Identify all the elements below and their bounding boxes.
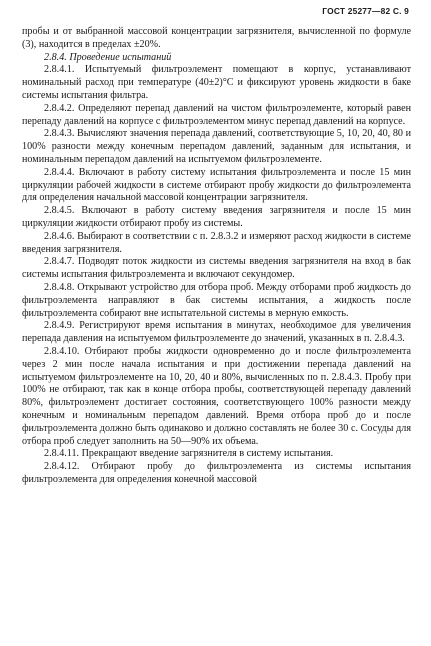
paragraph-2-8-4-4: 2.8.4.4. Включают в работу систему испытания фильтроэлемента и после 15 мин циркуляции рабочей жидкости в системе отбирают пробу жидкости до фильтроэлемента для определения начальной массовой концентрации загрязнителя. <box>22 166 411 204</box>
paragraph-2-8-4-7: 2.8.4.7. Подводят поток жидкости из системы введения загрязнителя на вход в бак системы испытания фильтроэлемента и включают секундомер. <box>22 256 411 281</box>
section-title: 2.8.4. Проведение испытаний <box>44 51 172 63</box>
paragraph-2-8-4-11: 2.8.4.11. Прекращают введение загрязнителя в систему испытания. <box>44 448 334 460</box>
paragraph-2-8-4-3: 2.8.4.3. Вычисляют значения перепада давлений, соответствующие 5, 10, 20, 40, 80 и 100% разности между конечным перепадом давлений, заданным для испытания, и номинальным перепадом давлений на испытуемом фильтроэлементе. <box>22 128 411 165</box>
paragraph-2-8-4-9: 2.8.4.9. Регистрируют время испытания в минутах, необходимое для увеличения перепада давления на испытуемом фильтроэлементе до значений, указанных в п. 2.8.4.3. <box>22 320 411 345</box>
document-body <box>22 26 411 487</box>
paragraph-2-8-4-8: 2.8.4.8. Открывают устройство для отбора проб. Между отборами проб жидкость до фильтроэлемента направляют в бак системы испытания, а жидкость после фильтроэлемента собирают вне испытательной системы в мерную емкость. <box>22 281 411 319</box>
standard-reference: ГОСТ 25277—82 С. 9 <box>322 6 409 16</box>
paragraph-continuation: пробы и от выбранной массовой концентрации загрязнителя, вычисленной по формуле (3), находится в пределах ±20%. <box>22 26 411 50</box>
paragraph-2-8-4-12: 2.8.4.12. Отбирают пробу до фильтроэлемента из системы испытания фильтроэлемента для определения конечной массовой <box>22 461 411 485</box>
paragraph-2-8-4-6: 2.8.4.6. Выбирают в соответствии с п. 2.8.3.2 и измеряют расход жидкости в системе введения загрязнителя. <box>22 230 411 255</box>
paragraph-2-8-4-10: 2.8.4.10. Отбирают пробы жидкости одновременно до и после фильтроэлемента через 2 мин после начала испытания и при достижении перепада давлений на испытуемом фильтроэлементе на 10, 20, 40 и 80%, вычисленных по п. 2.8.4.3. Пробу при 100% не отбирают, так как в конце отбора пробы, соответствующей перепаду давлений 80%, фильтроэлемент достигает состояния, соответствующего 100% разности между конечным и номинальным перепадом давлений. Время отбора проб до и после фильтроэлемента должно быть одинаково и должно составлять не более 30 с. Сосуды для отбора проб следует заполнить на 50—90% их объема. <box>22 345 411 447</box>
paragraph-2-8-4-5: 2.8.4.5. Включают в работу систему введения загрязнителя и после 15 мин циркуляции жидкости отбирают пробу из системы. <box>22 205 411 229</box>
paragraph-2-8-4-1: 2.8.4.1. Испытуемый фильтроэлемент помещают в корпус, устанавливают номинальный расход при температуре (40±2)°С и фиксируют уровень жидкости в баке системы испытания фильтра. <box>22 64 411 101</box>
paragraph-2-8-4-2: 2.8.4.2. Определяют перепад давлений на чистом фильтроэлементе, который равен перепаду давлений на корпусе с фильтроэлементом минус перепад давлений на корпусе. <box>22 102 411 127</box>
